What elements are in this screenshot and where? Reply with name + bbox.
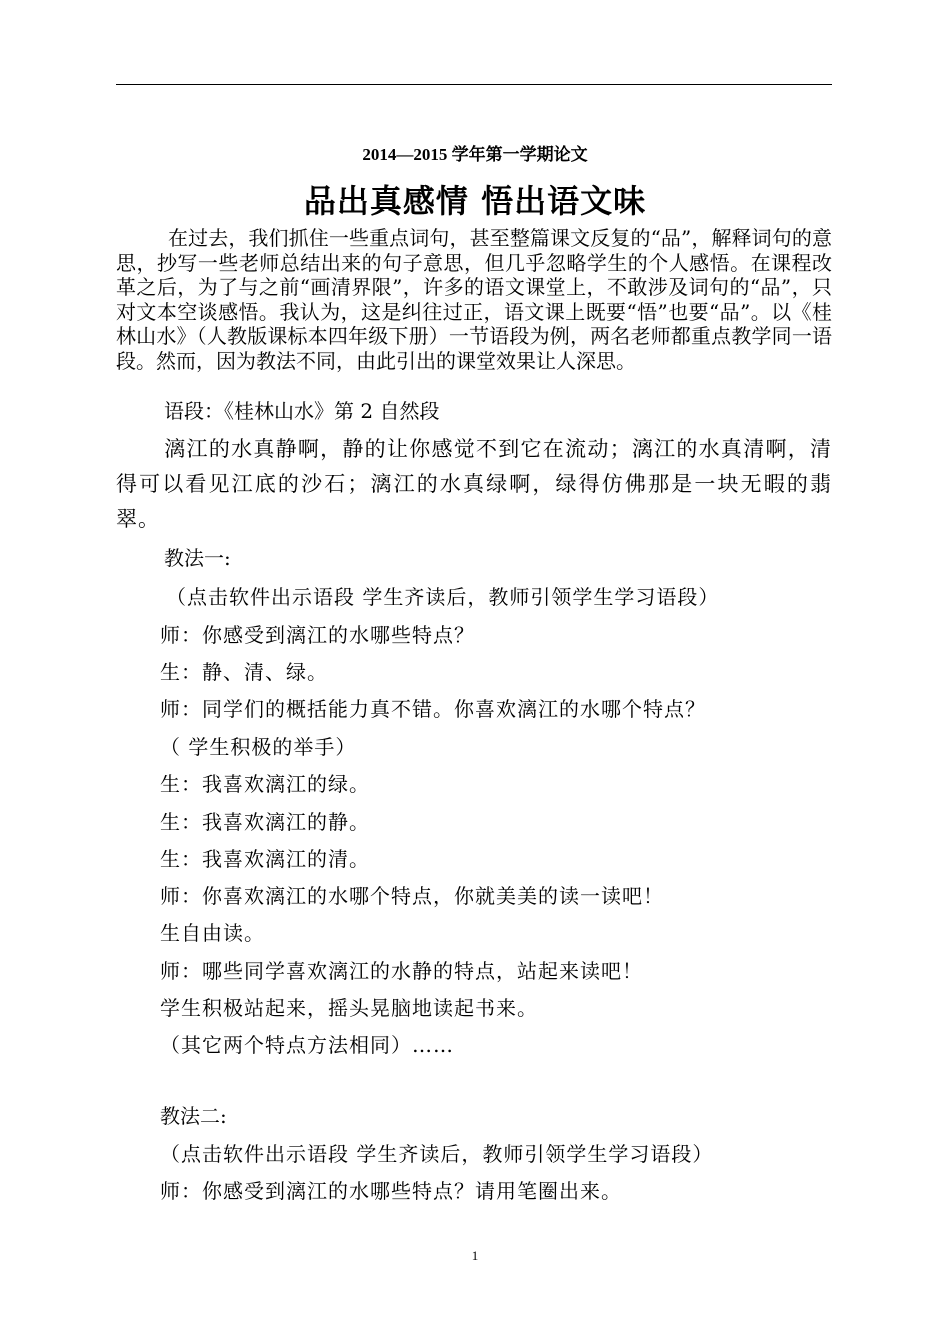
method1-line: 学生积极站起来，摇头晃脑地读起书来。 (160, 996, 538, 1020)
method1-line: 生：静、清、绿。 (160, 660, 328, 684)
header-rule (116, 84, 832, 85)
method1-line: 师：同学们的概括能力真不错。你喜欢漓江的水哪个特点？ (160, 697, 706, 721)
paper-subtitle: 2014—2015 学年第一学期论文 (362, 145, 588, 164)
method1-line: 生：我喜欢漓江的绿。 (160, 772, 370, 796)
segment-label: 语段：《桂林山水》第 2 自然段 (164, 399, 440, 423)
method2-heading: 教法二: (160, 1104, 227, 1128)
method1-line: 师：你感受到漓江的水哪些特点？ (160, 623, 475, 647)
method2-line: 师：你感受到漓江的水哪些特点？请用笔圈出来。 (160, 1179, 622, 1203)
method1-line: （其它两个特点方法相同）…… (160, 1033, 454, 1057)
page-number: 1 (471, 1248, 479, 1263)
method1-line: 师：你喜欢漓江的水哪个特点，你就美美的读一读吧！ (160, 884, 664, 908)
method1-line: 生自由读。 (160, 921, 265, 945)
method2-line: （点击软件出示语段 学生齐读后，教师引领学生学习语段） (160, 1142, 714, 1166)
paper-title: 品出真感情 悟出语文味 (303, 182, 647, 220)
method1-line: 生：我喜欢漓江的静。 (160, 810, 370, 834)
method1-heading: 教法一: (164, 546, 231, 570)
passage-text: 漓江的水真静啊，静的让你感觉不到它在流动；漓江的水真清啊，清得可以看见江底的沙石；漓江的水真绿啊，绿得仿佛那是一块无暇的翡翠。 (116, 437, 832, 531)
method1-line: 师：哪些同学喜欢漓江的水静的特点，站起来读吧！ (160, 959, 643, 983)
intro-paragraph: 在过去，我们抓住一些重点词句，甚至整篇课文反复的“品”，解释词句的意思，抄写一些老师总结出来的句子意思，但几乎忽略学生的个人感悟。在课程改革之后，为了与之前“画清界限”，许多的语文课堂上，不敢涉及词句的“品”，只对文本空谈感悟。我认为，这是纠往过正，语文课上既要“悟”也要“品”。以《桂林山水》（人教版课标本四年级下册）一节语段为例，两名老师都重点教学同一语段。然而，因为教法不同，由此引出的课堂效果让人深思。 (116, 226, 832, 373)
method1-line: （ 学生积极的举手） (160, 735, 357, 759)
method1-line: 生：我喜欢漓江的清。 (160, 847, 370, 871)
method1-line: （点击软件出示语段 学生齐读后，教师引领学生学习语段） (166, 585, 720, 609)
